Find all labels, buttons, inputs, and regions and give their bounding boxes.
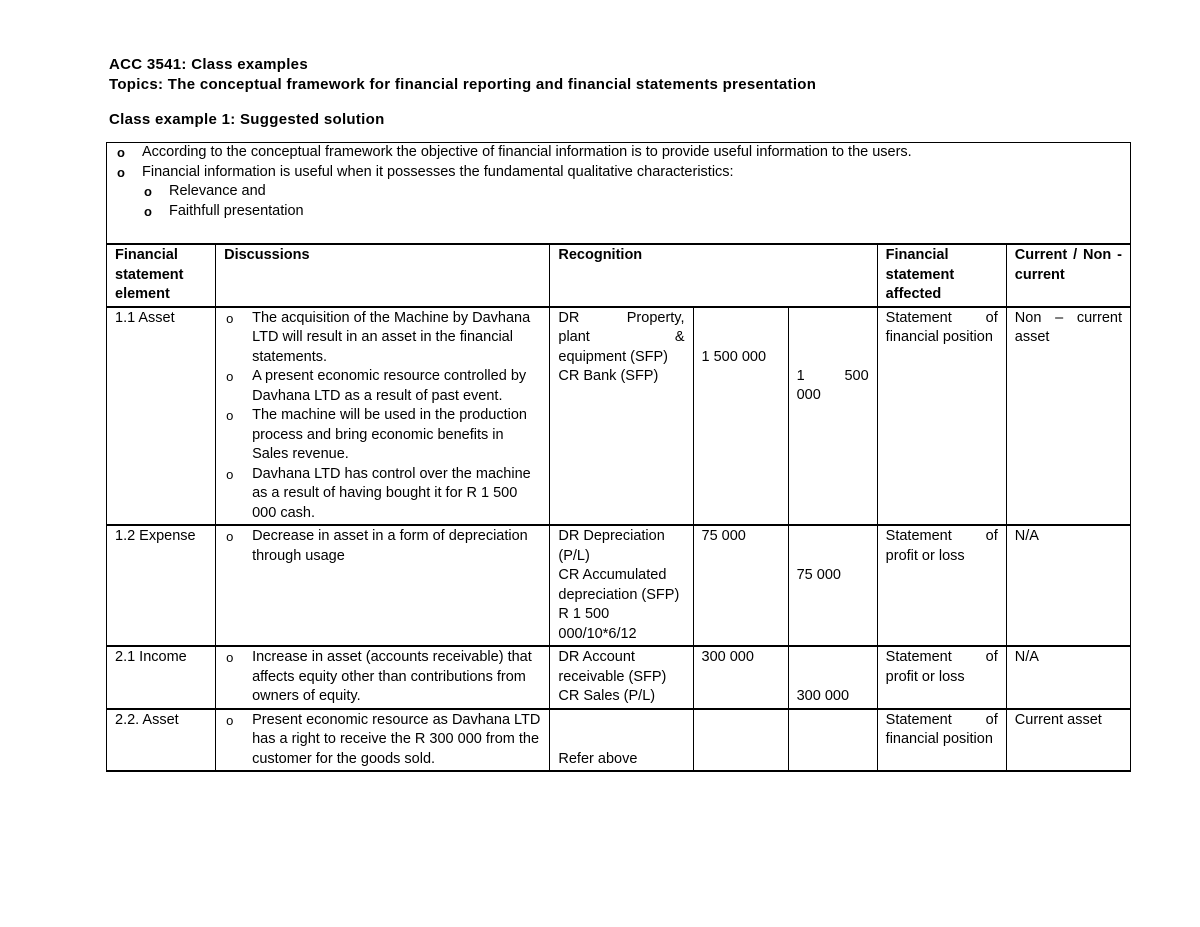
intro-sublist — [115, 182, 1122, 221]
row-discussions — [216, 525, 550, 646]
col-header-element: Financial statement element — [107, 244, 216, 307]
row-recognition: DR Depreciation (P/L) CR Accumulated depreciation (SFP) R 1 500 000/10*6/12 — [550, 525, 693, 646]
intro-subpoint: o Relevance and — [115, 182, 1122, 202]
discussion-point: o Increase in asset (accounts receivable) that affects equity other than contributions from owners of equity. — [224, 648, 541, 707]
row-affected: Statement of financial position — [877, 709, 1006, 772]
row-credit — [788, 646, 877, 709]
col-header-current: Current / Non - current — [1006, 244, 1130, 307]
row-discussions — [216, 307, 550, 526]
row-discussions — [216, 646, 550, 709]
row-element: 1.2 Expense — [107, 525, 216, 646]
row-current: Current asset — [1006, 709, 1130, 772]
recognition-line: CR Bank (SFP) — [558, 368, 659, 384]
row-current: Non – current asset — [1006, 307, 1130, 526]
credit-amount-cont: 000 — [796, 387, 821, 403]
row-recognition — [550, 307, 693, 526]
recognition-line: equipment (SFP) — [558, 348, 668, 365]
row-affected: Statement of profit or loss — [877, 525, 1006, 646]
discussion-point: o A present economic resource controlled by Davhana LTD as a result of past event. — [224, 367, 541, 406]
intro-cell — [107, 143, 1131, 245]
recognition-line: DR Property, — [558, 309, 685, 326]
row-discussions — [216, 709, 550, 772]
discussion-point: o The machine will be used in the production process and bring economic benefits in Sales revenue. — [224, 406, 541, 465]
credit-amount: 75 000 — [796, 567, 841, 583]
credit-amount: 300 000 — [796, 688, 850, 704]
row-debit — [693, 709, 788, 772]
topics-line: Topics: The conceptual framework for financial reporting and financial statements presentation — [109, 76, 817, 93]
solution-table — [106, 142, 1131, 772]
discussion-point: o Davhana LTD has control over the machine as a result of having bought it for R 1 500 000 cash. — [224, 465, 541, 524]
intro-point: o Financial information is useful when it possesses the fundamental qualitative characteristics: — [115, 163, 1122, 183]
discussion-point: o The acquisition of the Machine by Davhana LTD will result in an asset in the financial statements. — [224, 309, 541, 368]
document-title: ACC 3541: Class examples — [109, 56, 308, 73]
row-credit — [788, 709, 877, 772]
col-header-discussions: Discussions — [216, 244, 550, 307]
col-header-affected: Financial statement affected — [877, 244, 1006, 307]
credit-amount: 1 500 — [796, 367, 869, 384]
row-element: 1.1 Asset — [107, 307, 216, 526]
row-current: N/A — [1006, 646, 1130, 709]
debit-amount: 1 500 000 — [701, 348, 767, 365]
intro-list — [115, 143, 1122, 182]
row-recognition — [550, 709, 693, 772]
row-debit: 75 000 — [693, 525, 788, 646]
discussion-point: o Present economic resource as Davhana LTD has a right to receive the R 300 000 from the customer for the goods sold. — [224, 711, 541, 770]
intro-subpoint: o Faithfull presentation — [115, 202, 1122, 222]
intro-point: o According to the conceptual framework the objective of financial information is to provide useful information to the users. — [115, 143, 1122, 163]
row-debit: 300 000 — [693, 646, 788, 709]
row-element: 2.2. Asset — [107, 709, 216, 772]
row-debit — [693, 307, 788, 526]
row-affected: Statement of financial position — [877, 307, 1006, 526]
example-heading: Class example 1: Suggested solution — [109, 111, 385, 128]
row-affected: Statement of profit or loss — [877, 646, 1006, 709]
row-current: N/A — [1006, 525, 1130, 646]
row-credit — [788, 307, 877, 526]
recognition-line: plant & — [558, 329, 685, 345]
row-credit — [788, 525, 877, 646]
col-header-recognition: Recognition — [550, 244, 877, 307]
recognition-note: Refer above — [558, 750, 638, 767]
row-element: 2.1 Income — [107, 646, 216, 709]
row-recognition: DR Account receivable (SFP) CR Sales (P/L) — [550, 646, 693, 709]
discussion-point: o Decrease in asset in a form of depreciation through usage — [224, 527, 541, 566]
